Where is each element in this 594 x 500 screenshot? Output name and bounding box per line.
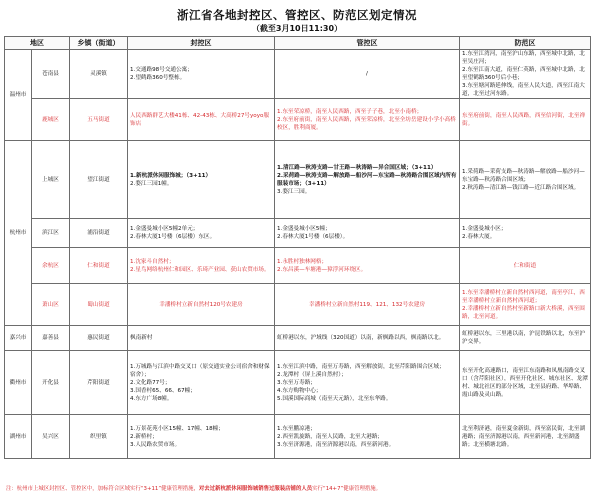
list-item: 北至利济港，南至夏金新街，西至富民街，北至湖港路；南至济源港以南，西至新河港，北至湖盛路；北至横塘北路。 (462, 425, 586, 448)
zones-table (4, 36, 591, 459)
county-cell: 苍南县 (32, 50, 70, 99)
list-item: 1.金盛曼城小区5幢； (277, 226, 331, 232)
list-item: 1.东至江湾河，南至沪山东路，西至城中北路，北至吴庄河； (462, 51, 585, 65)
list-item: 2.秋涛路—清江路—钱江路—近江路合围区域。 (462, 184, 580, 191)
fengkong-cell (128, 99, 275, 141)
fangfan-cell (460, 219, 591, 248)
list-item: 1.永胜村独林网格； (277, 258, 328, 265)
document-subtitle: （截至3月10日11:30） (251, 24, 343, 33)
footnote-suffix: 实行“14+7”健康管理措施。 (312, 486, 382, 492)
list-item: 3.婺江三园。 (277, 188, 311, 195)
table-row (5, 99, 591, 141)
county-cell: 嘉善县 (32, 326, 70, 351)
county-cell: 开化县 (32, 351, 70, 415)
list-item: 2.龙潭村（屏上溪自然村）； (277, 371, 347, 378)
footnote-prefix: 注：杭州市上城区封控区、管控区中，加标符合区域实行“3+11”健康管理措施， (6, 486, 199, 492)
list-item: 2.望鹤路360号整栋。 (130, 75, 186, 81)
list-item: 2.星鸟网络杭州仁和园区、乐琦产业园、获山农贸市场。 (130, 266, 270, 273)
fengkong-cell (128, 326, 275, 351)
list-item: 2.东至江南大道，南至仁英路，西至城中北路，北至望鹤路360号后小巷； (462, 67, 585, 81)
header-fengkong: 封控区 (128, 37, 275, 50)
county-cell: 吴兴区 (32, 415, 70, 459)
list-item: 2.婺江三园1幢。 (130, 180, 173, 187)
list-item: 2.春林大厦1号楼（6层楼）。 (277, 234, 349, 240)
guankong-cell (275, 99, 460, 141)
table-row (5, 50, 591, 99)
guankong-cell (275, 141, 460, 219)
list-item: 2.春林大厦1号楼（6层楼）东区。 (130, 234, 216, 240)
list-item: 虹桥港以东，三里港以南，沪昆铁路以北，东至沪沪交界。 (462, 331, 586, 345)
list-item: 1.万城路与江滨中路交叉口（原交通实业公司宿舍和财保宿舍）； (130, 363, 270, 378)
list-item: 人民西路群艺大楼41栋、42-43栋、大高桥27号yoyo服饰店 (130, 112, 270, 127)
list-item: 1.清江路—秋涛支路—甘王路—秋涛路—异合国区域；（3+11） (277, 164, 437, 171)
table-row (5, 219, 591, 248)
footnote-emphasis: 对去过新杭派休闲服饰城销售过服装店铺的人员 (198, 486, 313, 492)
fengkong-cell (128, 284, 275, 326)
list-item: 1.东至荣凉桥，南至人民西路，西至子子巷，北至小南桥； (277, 108, 423, 115)
list-item: 3.人民路农贸市场。 (130, 441, 181, 448)
list-item: 4.东方购物中心； (277, 387, 322, 394)
list-item: 3.东至万寿路； (277, 379, 316, 386)
list-item: 仁和街道 (513, 262, 537, 269)
list-item: 4.东方广场8幢。 (130, 395, 173, 402)
list-item: 2.东昌溪—车塘港—獐浮河环绕区。 (277, 266, 367, 273)
fengkong-cell (128, 219, 275, 248)
list-item: 1.东至幸潘桥村立新自然村西河道，南至亭江，西至幸潘桥村立新自然村西河道； (462, 289, 585, 304)
fangfan-cell (460, 141, 591, 219)
list-item: 5.国溪国际商城（南至天元路），北至东华路。 (277, 395, 392, 402)
fangfan-cell (460, 248, 591, 284)
county-cell: 滨江区 (32, 219, 70, 248)
list-item: 东至府前街，南至人民西路，西至信河街，北至禅街。 (462, 112, 586, 127)
document-title: 浙江省各地封控区、管控区、防范区划定情况 (177, 8, 417, 22)
list-item: 1.万景花苑小区15幢、17幢、18幢； (130, 425, 224, 432)
fangfan-cell (460, 326, 591, 351)
city-cell: 衢州市 (5, 351, 32, 415)
city-cell: 嘉兴市 (5, 326, 32, 351)
fangfan-cell (460, 284, 591, 326)
fengkong-cell (128, 248, 275, 284)
town-cell: 灵溪镇 (70, 50, 128, 99)
header-area: 地区 (5, 37, 70, 50)
fangfan-cell (460, 99, 591, 141)
town-cell: 织里镇 (70, 415, 128, 459)
fangfan-cell (460, 50, 591, 99)
list-item: 2.东至府前街，南至人民西路，西至荣凉桥，北至全坊岳建设小学小高桥校区，胜利商厦。 (277, 116, 456, 131)
list-item: 1.东至江滨中路，南至万寿路，西至解放街，北至芹阳路围合区域； (277, 363, 445, 370)
list-item: 2.幸潘桥村立新自然村至新路口新大桥溪，西至围路，北至河道。 (462, 305, 585, 320)
list-item: 1.金盛曼城小区； (462, 226, 507, 232)
list-item: 2.西至凯旋路，南至人民路，北至大港路； (277, 433, 384, 440)
table-row (5, 141, 591, 219)
county-cell: 余杭区 (32, 248, 70, 284)
list-item: 枫南新村 (130, 335, 153, 341)
table-header-row (5, 37, 591, 50)
header-guankong: 管控区 (275, 37, 460, 50)
guankong-cell (275, 326, 460, 351)
list-item: 幸潘桥村立新自然村119、121、132号农建房 (309, 301, 425, 308)
table-row (5, 326, 591, 351)
fengkong-cell (128, 351, 275, 415)
list-item: 1.交通路98号交通公寓； (130, 67, 193, 73)
city-cell: 杭州市 (5, 141, 32, 326)
table-row (5, 248, 591, 284)
city-cell: 湖州市 (5, 415, 32, 459)
guankong-cell (275, 219, 460, 248)
fengkong-cell (128, 50, 275, 99)
fangfan-cell (460, 351, 591, 415)
guankong-cell (275, 351, 460, 415)
guankong-cell (275, 284, 460, 326)
list-item: 3.国香村65、66、67幢； (130, 387, 196, 394)
fengkong-cell (128, 415, 275, 459)
footnote (6, 484, 590, 492)
guankong-cell (275, 248, 460, 284)
list-item: 2.采荷路—秋涛支路—解放路—船沙河—东宝路—秋涛路合围区域内所有服装市场；（3+11） (277, 172, 457, 187)
county-cell: 上城区 (32, 141, 70, 219)
list-item: 1.沈家斗自然村； (130, 258, 175, 265)
city-cell: 温州市 (5, 50, 32, 141)
table-row (5, 415, 591, 459)
county-cell: 萧山区 (32, 284, 70, 326)
town-cell: 仁和街道 (70, 248, 128, 284)
header-town: 乡镇（街道） (70, 37, 128, 50)
list-item: / (366, 71, 368, 77)
list-item: 2.文化路77号； (130, 379, 171, 386)
county-cell: 鹿城区 (32, 99, 70, 141)
guankong-cell (275, 50, 460, 99)
list-item: 东至开化高速路口，南至江东南路和凤凰南路交叉口（含芹阳社区），西至开化社区、城东社区、龙潭村、城北社区的部分区域，北至县府路、华埠路、霞山路及灵山路。 (462, 367, 588, 398)
list-item: 1.东至鹏凉港； (277, 425, 316, 432)
town-cell: 望江街道 (70, 141, 128, 219)
list-item: 1.采荷路—采荷支路—秋涛路—解放路—船沙河—东宝路—秋涛路合围区域； (462, 168, 585, 183)
list-item: 幸潘桥村立新自然村120号农建房 (159, 301, 243, 308)
list-item: 2.春林大厦。 (462, 234, 496, 240)
town-cell: 浦沿街道 (70, 219, 128, 248)
town-cell: 蜀山街道 (70, 284, 128, 326)
list-item: 虹桥港以东，沪域线（320国道）以南，新枫路以西，枫南路以北。 (277, 335, 445, 341)
list-item: 2.新桥村； (130, 433, 158, 440)
fangfan-cell (460, 415, 591, 459)
guankong-cell (275, 415, 460, 459)
list-item: 1.金盛曼城小区5幢2单元； (130, 226, 199, 232)
town-cell: 芹阳街道 (70, 351, 128, 415)
header-fangfan: 防范区 (460, 37, 591, 50)
table-row (5, 284, 591, 326)
town-cell: 五马街道 (70, 99, 128, 141)
list-item: 1.新杭派休闲服饰城；（3+11） (130, 172, 212, 179)
list-item: 3.东至济源港，南至济源港以南，西至新河港。 (277, 441, 395, 448)
town-cell: 惠民街道 (70, 326, 128, 351)
list-item: 3.东至塘河路延伸线，南至人民大道，西至江南大道，北至过河东路。 (462, 83, 585, 97)
table-row (5, 351, 591, 415)
fengkong-cell (128, 141, 275, 219)
